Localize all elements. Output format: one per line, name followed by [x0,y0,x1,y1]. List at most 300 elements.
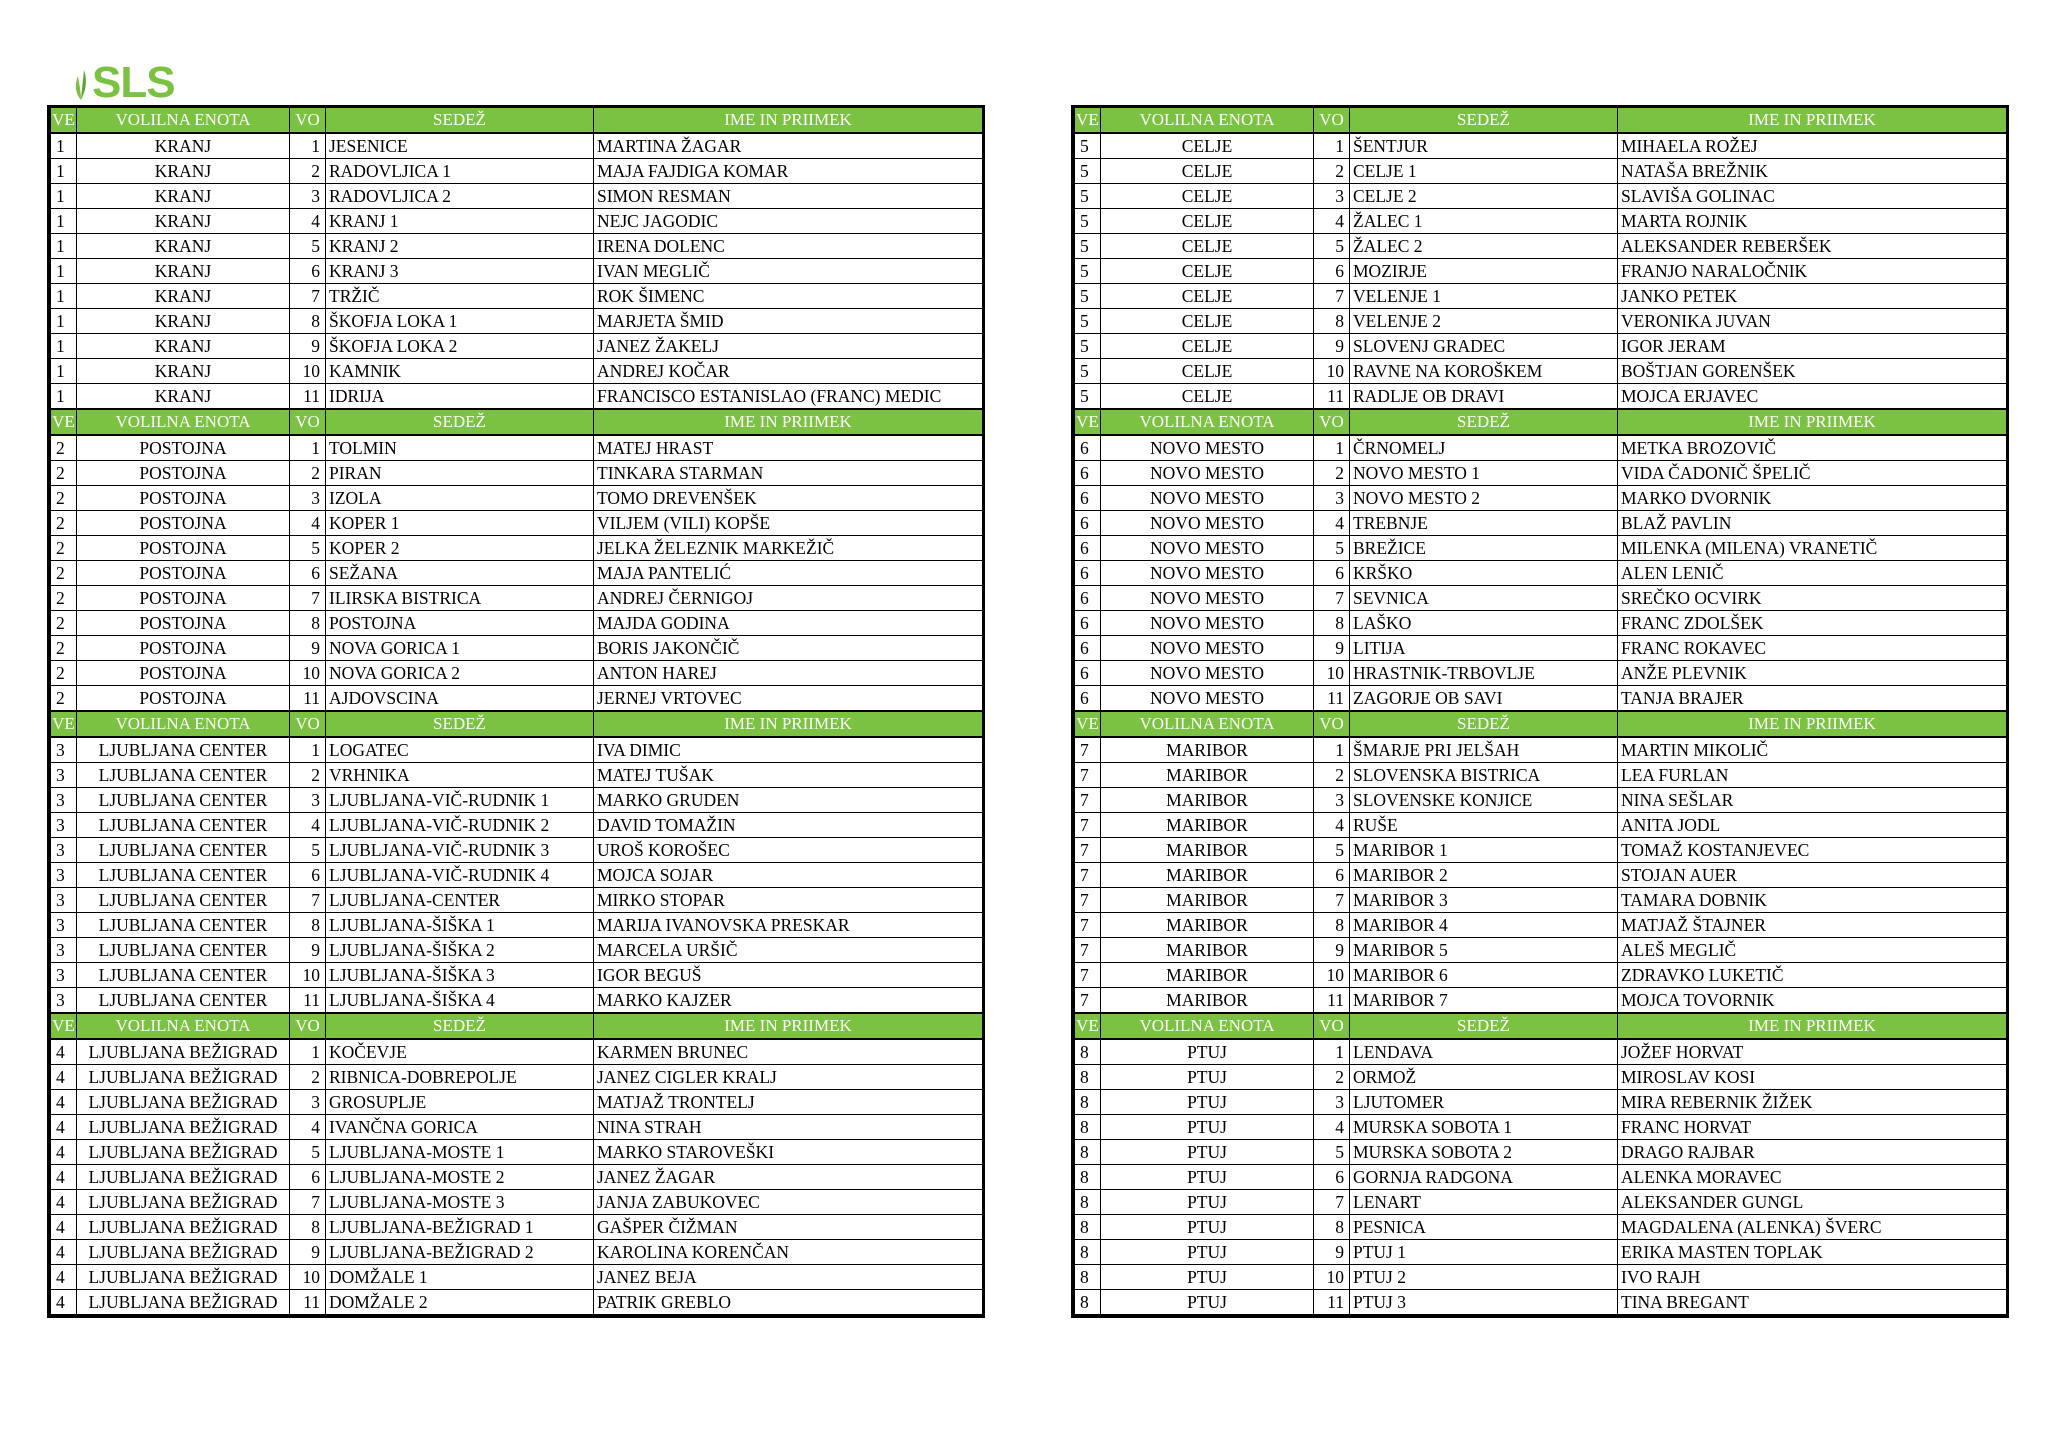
table-row [51,737,983,763]
table-row [51,913,983,938]
cell-sedez: CELJE 2 [1350,184,1618,209]
cell-ime-in-priimek: ALENKA MORAVEC [1618,1165,2007,1190]
cell-sedez: PESNICA [1350,1215,1618,1240]
sls-logo [72,58,175,107]
cell-vo: 1 [290,133,326,159]
cell-ime-in-priimek: TINKARA STARMAN [594,461,983,486]
table-row [51,1240,983,1265]
cell-vo: 2 [290,461,326,486]
cell-volilna-enota: MARIBOR [1101,813,1314,838]
table-row [1075,1265,2007,1290]
table-row [51,1140,983,1165]
cell-ve: 1 [51,184,77,209]
cell-vo: 9 [1314,334,1350,359]
table-row [51,636,983,661]
cell-ime-in-priimek: MARCELA URŠIČ [594,938,983,963]
cell-volilna-enota: LJUBLJANA BEŽIGRAD [77,1190,290,1215]
cell-volilna-enota: PTUJ [1101,1265,1314,1290]
cell-vo: 7 [290,888,326,913]
cell-ime-in-priimek: TANJA BRAJER [1618,686,2007,712]
table-row [1075,988,2007,1014]
cell-vo: 9 [1314,938,1350,963]
cell-ve: 1 [51,359,77,384]
cell-ime-in-priimek: ALEN LENIČ [1618,561,2007,586]
cell-ime-in-priimek: IVA DIMIC [594,737,983,763]
table-row [1075,536,2007,561]
cell-ime-in-priimek: PATRIK GREBLO [594,1290,983,1315]
cell-sedez: LJUBLJANA-VIČ-RUDNIK 2 [326,813,594,838]
cell-vo: 5 [290,234,326,259]
header-sedez: SEDEŽ [326,409,594,435]
cell-ve: 5 [1075,184,1101,209]
cell-ve: 2 [51,511,77,536]
cell-sedez: VELENJE 2 [1350,309,1618,334]
table-row [1075,259,2007,284]
cell-ime-in-priimek: FRANC ZDOLŠEK [1618,611,2007,636]
cell-sedez: MARIBOR 2 [1350,863,1618,888]
cell-ve: 2 [51,536,77,561]
cell-volilna-enota: NOVO MESTO [1101,661,1314,686]
table-row [51,963,983,988]
cell-volilna-enota: CELJE [1101,209,1314,234]
cell-ime-in-priimek: DRAGO RAJBAR [1618,1140,2007,1165]
table-row [51,888,983,913]
cell-sedez: LAŠKO [1350,611,1618,636]
table-row [51,813,983,838]
table-row [51,1265,983,1290]
cell-ime-in-priimek: MARJETA ŠMID [594,309,983,334]
cell-vo: 6 [1314,259,1350,284]
cell-sedez: ŽALEC 2 [1350,234,1618,259]
cell-sedez: ZAGORJE OB SAVI [1350,686,1618,712]
cell-ve: 1 [51,259,77,284]
cell-ve: 5 [1075,284,1101,309]
cell-vo: 7 [1314,284,1350,309]
cell-sedez: VRHNIKA [326,763,594,788]
table-row [1075,1065,2007,1090]
table-row [1075,234,2007,259]
header-vo: VO [1314,1013,1350,1039]
cell-sedez: RADOVLJICA 1 [326,159,594,184]
cell-vo: 8 [290,913,326,938]
cell-ve: 5 [1075,384,1101,410]
cell-ime-in-priimek: MAGDALENA (ALENKA) ŠVERC [1618,1215,2007,1240]
cell-vo: 10 [1314,661,1350,686]
cell-sedez: NOVA GORICA 1 [326,636,594,661]
cell-ime-in-priimek: IGOR BEGUŠ [594,963,983,988]
cell-sedez: ŠKOFJA LOKA 2 [326,334,594,359]
header-ve: VE [1075,108,1101,133]
header-ime-in-priimek: IME IN PRIIMEK [1618,711,2007,737]
cell-sedez: LJUBLJANA-ŠIŠKA 2 [326,938,594,963]
cell-sedez: MARIBOR 5 [1350,938,1618,963]
cell-ime-in-priimek: ALEKSANDER GUNGL [1618,1190,2007,1215]
cell-ve: 7 [1075,863,1101,888]
cell-ve: 4 [51,1090,77,1115]
cell-vo: 2 [1314,763,1350,788]
table-row [51,486,983,511]
cell-sedez: SLOVENSKE KONJICE [1350,788,1618,813]
cell-volilna-enota: KRANJ [77,284,290,309]
cell-vo: 7 [290,284,326,309]
table-row [51,1290,983,1315]
cell-vo: 8 [1314,913,1350,938]
cell-sedez: MARIBOR 1 [1350,838,1618,863]
table-row [51,334,983,359]
cell-ime-in-priimek: METKA BROZOVIČ [1618,435,2007,461]
cell-volilna-enota: LJUBLJANA BEŽIGRAD [77,1039,290,1065]
header-ve: VE [51,409,77,435]
cell-vo: 11 [1314,988,1350,1014]
cell-volilna-enota: PTUJ [1101,1039,1314,1065]
cell-vo: 10 [290,359,326,384]
cell-ve: 7 [1075,838,1101,863]
cell-ime-in-priimek: JANEZ ŽAGAR [594,1165,983,1190]
cell-ime-in-priimek: MARTA ROJNIK [1618,209,2007,234]
table-row [1075,461,2007,486]
cell-vo: 9 [1314,1240,1350,1265]
cell-sedez: PTUJ 3 [1350,1290,1618,1315]
header-vo: VO [290,108,326,133]
cell-ve: 3 [51,813,77,838]
cell-volilna-enota: NOVO MESTO [1101,636,1314,661]
cell-ve: 7 [1075,888,1101,913]
header-ve: VE [51,108,77,133]
cell-volilna-enota: CELJE [1101,184,1314,209]
cell-sedez: ORMOŽ [1350,1065,1618,1090]
cell-vo: 8 [1314,1215,1350,1240]
cell-volilna-enota: MARIBOR [1101,788,1314,813]
table-row [1075,963,2007,988]
header-ime-in-priimek: IME IN PRIIMEK [1618,1013,2007,1039]
cell-ve: 6 [1075,435,1101,461]
cell-volilna-enota: LJUBLJANA BEŽIGRAD [77,1140,290,1165]
cell-volilna-enota: MARIBOR [1101,913,1314,938]
cell-ve: 5 [1075,209,1101,234]
cell-volilna-enota: MARIBOR [1101,963,1314,988]
cell-sedez: LJUBLJANA-BEŽIGRAD 2 [326,1240,594,1265]
cell-vo: 6 [290,259,326,284]
cell-ve: 5 [1075,133,1101,159]
header-vo: VO [1314,108,1350,133]
cell-vo: 11 [1314,686,1350,712]
cell-vo: 4 [290,1115,326,1140]
cell-ve: 4 [51,1240,77,1265]
table-row [1075,384,2007,410]
cell-ime-in-priimek: ANITA JODL [1618,813,2007,838]
table-row [51,234,983,259]
table-row [51,1190,983,1215]
cell-ve: 6 [1075,486,1101,511]
cell-sedez: LJUBLJANA-MOSTE 3 [326,1190,594,1215]
cell-sedez: LJUBLJANA-VIČ-RUDNIK 1 [326,788,594,813]
cell-ime-in-priimek: FRANC ROKAVEC [1618,636,2007,661]
cell-vo: 10 [290,1265,326,1290]
cell-ime-in-priimek: MATJAŽ TRONTELJ [594,1090,983,1115]
cell-ime-in-priimek: MOJCA TOVORNIK [1618,988,2007,1014]
cell-ve: 7 [1075,737,1101,763]
header-sedez: SEDEŽ [326,711,594,737]
table-row [51,788,983,813]
header-ime-in-priimek: IME IN PRIIMEK [594,108,983,133]
cell-vo: 1 [290,737,326,763]
cell-ime-in-priimek: MOJCA SOJAR [594,863,983,888]
cell-vo: 3 [290,788,326,813]
cell-ime-in-priimek: JANKO PETEK [1618,284,2007,309]
cell-ve: 4 [51,1165,77,1190]
cell-sedez: PTUJ 1 [1350,1240,1618,1265]
cell-ime-in-priimek: IVAN MEGLIČ [594,259,983,284]
cell-sedez: ŠENTJUR [1350,133,1618,159]
cell-ve: 5 [1075,234,1101,259]
cell-volilna-enota: PTUJ [1101,1115,1314,1140]
cell-sedez: IVANČNA GORICA [326,1115,594,1140]
cell-vo: 7 [1314,1190,1350,1215]
cell-volilna-enota: CELJE [1101,259,1314,284]
cell-ime-in-priimek: NINA SEŠLAR [1618,788,2007,813]
cell-ime-in-priimek: MAJA FAJDIGA KOMAR [594,159,983,184]
cell-ve: 1 [51,309,77,334]
cell-ime-in-priimek: KAROLINA KORENČAN [594,1240,983,1265]
header-ve: VE [1075,1013,1101,1039]
cell-volilna-enota: LJUBLJANA CENTER [77,863,290,888]
header-sedez: SEDEŽ [326,1013,594,1039]
header-volilna-enota: VOLILNA ENOTA [1101,108,1314,133]
header-vo: VO [290,711,326,737]
header-vo: VO [290,1013,326,1039]
cell-vo: 6 [1314,1165,1350,1190]
cell-ime-in-priimek: JANEZ BEJA [594,1265,983,1290]
cell-vo: 5 [290,1140,326,1165]
cell-sedez: KOPER 2 [326,536,594,561]
cell-ve: 4 [51,1265,77,1290]
cell-volilna-enota: NOVO MESTO [1101,435,1314,461]
cell-ime-in-priimek: GAŠPER ČIŽMAN [594,1215,983,1240]
cell-ve: 3 [51,888,77,913]
table-row [1075,611,2007,636]
cell-ime-in-priimek: TOMO DREVENŠEK [594,486,983,511]
cell-ve: 7 [1075,988,1101,1014]
cell-vo: 2 [1314,159,1350,184]
cell-volilna-enota: MARIBOR [1101,737,1314,763]
cell-vo: 5 [1314,536,1350,561]
cell-volilna-enota: LJUBLJANA CENTER [77,963,290,988]
table-row [1075,763,2007,788]
cell-volilna-enota: CELJE [1101,234,1314,259]
cell-ve: 3 [51,988,77,1014]
table-row [51,763,983,788]
cell-vo: 4 [1314,511,1350,536]
cell-vo: 7 [1314,586,1350,611]
cell-sedez: LITIJA [1350,636,1618,661]
cell-vo: 8 [290,611,326,636]
table-row [51,259,983,284]
header-ve: VE [51,1013,77,1039]
cell-volilna-enota: LJUBLJANA CENTER [77,988,290,1014]
cell-volilna-enota: POSTOJNA [77,611,290,636]
table-row [1075,309,2007,334]
table-row [51,209,983,234]
table-row [1075,1290,2007,1315]
cell-sedez: LJUBLJANA-ŠIŠKA 1 [326,913,594,938]
header-volilna-enota: VOLILNA ENOTA [77,711,290,737]
cell-sedez: DOMŽALE 2 [326,1290,594,1315]
cell-volilna-enota: KRANJ [77,259,290,284]
cell-sedez: POSTOJNA [326,611,594,636]
cell-sedez: ŠMARJE PRI JELŠAH [1350,737,1618,763]
cell-volilna-enota: NOVO MESTO [1101,611,1314,636]
table-row [1075,435,2007,461]
cell-vo: 10 [1314,1265,1350,1290]
cell-ve: 7 [1075,938,1101,963]
leaf-icon [72,64,90,102]
table-row [1075,888,2007,913]
cell-volilna-enota: MARIBOR [1101,888,1314,913]
cell-vo: 4 [290,209,326,234]
cell-vo: 6 [1314,561,1350,586]
cell-sedez: PIRAN [326,461,594,486]
cell-sedez: ILIRSKA BISTRICA [326,586,594,611]
cell-ime-in-priimek: JOŽEF HORVAT [1618,1039,2007,1065]
cell-vo: 5 [1314,234,1350,259]
table-row [51,561,983,586]
cell-ve: 1 [51,284,77,309]
table-row [1075,1140,2007,1165]
cell-ve: 8 [1075,1165,1101,1190]
cell-sedez: ŠKOFJA LOKA 1 [326,309,594,334]
cell-ime-in-priimek: NATAŠA BREŽNIK [1618,159,2007,184]
header-vo: VO [1314,711,1350,737]
cell-ve: 5 [1075,259,1101,284]
cell-sedez: SLOVENSKA BISTRICA [1350,763,1618,788]
cell-ime-in-priimek: JANEZ ŽAKELJ [594,334,983,359]
cell-volilna-enota: LJUBLJANA BEŽIGRAD [77,1290,290,1315]
cell-ve: 8 [1075,1240,1101,1265]
cell-ime-in-priimek: MARKO KAJZER [594,988,983,1014]
table-row [51,938,983,963]
cell-ime-in-priimek: SLAVIŠA GOLINAC [1618,184,2007,209]
cell-ve: 1 [51,234,77,259]
cell-sedez: PTUJ 2 [1350,1265,1618,1290]
cell-sedez: NOVA GORICA 2 [326,661,594,686]
cell-ime-in-priimek: VERONIKA JUVAN [1618,309,2007,334]
cell-sedez: LJUBLJANA-VIČ-RUDNIK 4 [326,863,594,888]
table-row [1075,1240,2007,1265]
cell-sedez: NOVO MESTO 1 [1350,461,1618,486]
cell-ve: 7 [1075,813,1101,838]
cell-ime-in-priimek: MARIJA IVANOVSKA PRESKAR [594,913,983,938]
cell-volilna-enota: CELJE [1101,334,1314,359]
cell-ve: 5 [1075,159,1101,184]
table-row [51,1065,983,1090]
table-row [1075,686,2007,712]
table-row [51,988,983,1014]
cell-vo: 7 [290,586,326,611]
table-row [1075,511,2007,536]
header-sedez: SEDEŽ [326,108,594,133]
table-row [51,586,983,611]
cell-sedez: LJUBLJANA-CENTER [326,888,594,913]
cell-vo: 11 [290,384,326,410]
table-row [1075,1190,2007,1215]
cell-sedez: RUŠE [1350,813,1618,838]
cell-sedez: LJUBLJANA-BEŽIGRAD 1 [326,1215,594,1240]
cell-ime-in-priimek: TOMAŽ KOSTANJEVEC [1618,838,2007,863]
cell-volilna-enota: LJUBLJANA BEŽIGRAD [77,1265,290,1290]
cell-ve: 3 [51,763,77,788]
cell-vo: 1 [1314,133,1350,159]
cell-ve: 6 [1075,686,1101,712]
cell-vo: 2 [290,1065,326,1090]
table-row [1075,209,2007,234]
cell-volilna-enota: POSTOJNA [77,536,290,561]
cell-volilna-enota: KRANJ [77,184,290,209]
cell-ve: 6 [1075,586,1101,611]
table-row [1075,1215,2007,1240]
table-row [1075,133,2007,159]
cell-sedez: SEVNICA [1350,586,1618,611]
cell-ve: 2 [51,636,77,661]
cell-volilna-enota: KRANJ [77,359,290,384]
table-header-row [1075,711,2007,737]
cell-ve: 3 [51,737,77,763]
cell-volilna-enota: KRANJ [77,384,290,410]
table-row [1075,284,2007,309]
cell-ve: 8 [1075,1039,1101,1065]
cell-vo: 5 [290,838,326,863]
cell-vo: 2 [1314,461,1350,486]
header-ime-in-priimek: IME IN PRIIMEK [594,1013,983,1039]
cell-sedez: KRANJ 1 [326,209,594,234]
cell-volilna-enota: PTUJ [1101,1140,1314,1165]
cell-vo: 5 [1314,838,1350,863]
table-row [51,1090,983,1115]
cell-ve: 3 [51,863,77,888]
header-volilna-enota: VOLILNA ENOTA [77,1013,290,1039]
cell-vo: 1 [1314,435,1350,461]
cell-vo: 1 [290,435,326,461]
table-row [51,863,983,888]
cell-ve: 8 [1075,1115,1101,1140]
cell-vo: 11 [290,1290,326,1315]
cell-ime-in-priimek: MAJA PANTELIĆ [594,561,983,586]
cell-sedez: TOLMIN [326,435,594,461]
header-ve: VE [51,711,77,737]
cell-ve: 4 [51,1190,77,1215]
cell-volilna-enota: NOVO MESTO [1101,486,1314,511]
header-volilna-enota: VOLILNA ENOTA [1101,711,1314,737]
header-ime-in-priimek: IME IN PRIIMEK [594,409,983,435]
cell-volilna-enota: PTUJ [1101,1065,1314,1090]
cell-sedez: SEŽANA [326,561,594,586]
cell-sedez: LJUBLJANA-MOSTE 1 [326,1140,594,1165]
cell-vo: 8 [1314,611,1350,636]
cell-volilna-enota: POSTOJNA [77,561,290,586]
cell-vo: 10 [290,963,326,988]
cell-sedez: KOČEVJE [326,1039,594,1065]
cell-volilna-enota: LJUBLJANA CENTER [77,788,290,813]
cell-sedez: LJUBLJANA-MOSTE 2 [326,1165,594,1190]
cell-vo: 4 [290,813,326,838]
cell-vo: 8 [290,1215,326,1240]
cell-sedez: LJUBLJANA-ŠIŠKA 4 [326,988,594,1014]
cell-volilna-enota: NOVO MESTO [1101,561,1314,586]
cell-ve: 4 [51,1115,77,1140]
header-ime-in-priimek: IME IN PRIIMEK [594,711,983,737]
cell-ve: 6 [1075,561,1101,586]
table-row [1075,737,2007,763]
cell-vo: 1 [290,1039,326,1065]
